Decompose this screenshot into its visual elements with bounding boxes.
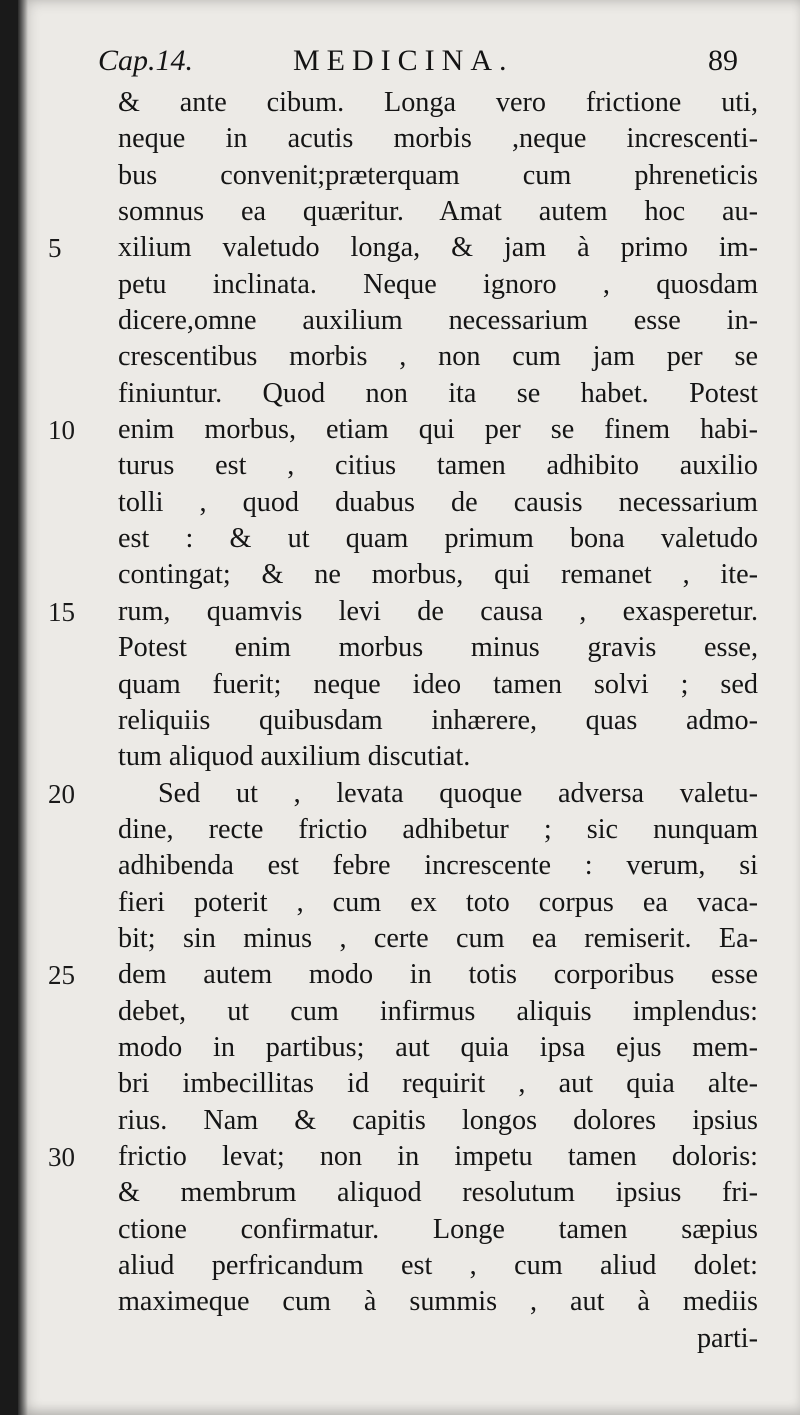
page-number: 89 xyxy=(708,44,738,77)
text-line xyxy=(48,194,758,230)
line-text: reliquiis quibusdam inhærere, quas admo- xyxy=(118,704,758,736)
catchword-line xyxy=(48,1321,758,1357)
text-line xyxy=(48,376,758,412)
line-text: petu inclinata. Neque ignoro , quosdam xyxy=(118,268,758,300)
text-line xyxy=(48,121,758,157)
line-text: & membrum aliquod resolutum ipsius fri- xyxy=(118,1177,758,1209)
line-text: bri imbecillitas id requirit , aut quia alte- xyxy=(118,1068,758,1100)
text-line xyxy=(48,158,758,194)
text-line xyxy=(48,230,758,266)
text-line xyxy=(48,848,758,884)
text-line xyxy=(48,703,758,739)
text-line xyxy=(48,1248,758,1284)
catchword: parti- xyxy=(696,1322,758,1354)
text-line xyxy=(48,885,758,921)
text-line xyxy=(48,485,758,521)
text-line xyxy=(48,812,758,848)
line-text: somnus ea quæritur. Amat autem hoc au- xyxy=(118,196,758,228)
text-line xyxy=(48,1030,758,1066)
line-text: enim morbus, etiam qui per se finem habi- xyxy=(118,414,758,446)
line-text: est : & ut quam primum bona valetudo xyxy=(118,523,758,555)
line-text: fieri poterit , cum ex toto corpus ea vaca- xyxy=(118,886,758,918)
line-text: xilium valetudo longa, & jam à primo im- xyxy=(118,232,758,264)
running-header xyxy=(98,44,738,88)
text-line xyxy=(48,85,758,121)
book-page xyxy=(18,0,800,1415)
chapter-heading: Cap.14. xyxy=(98,44,194,77)
text-line xyxy=(48,630,758,666)
line-text: adhibenda est febre increscente : verum, si xyxy=(118,850,758,882)
line-text: frictio levat; non in impetu tamen doloris: xyxy=(118,1140,758,1172)
text-line xyxy=(48,994,758,1030)
line-text: neque in acutis morbis ,neque increscenti- xyxy=(118,123,758,155)
text-line xyxy=(48,1212,758,1248)
line-text: finiuntur. Quod non ita se habet. Potest xyxy=(118,377,758,409)
line-text: tolli , quod duabus de causis necessarium xyxy=(118,486,758,518)
line-text: modo in partibus; aut quia ipsa ejus mem- xyxy=(118,1031,758,1063)
line-number: 20 xyxy=(48,778,75,809)
line-number: 30 xyxy=(48,1141,75,1172)
line-text: dine, recte frictio adhibetur ; sic nunquam xyxy=(118,813,758,845)
line-text: maximeque cum à summis , aut à mediis xyxy=(118,1286,758,1318)
line-number: 15 xyxy=(48,596,75,627)
text-line xyxy=(48,1284,758,1320)
line-text: contingat; & ne morbus, qui remanet , ite- xyxy=(118,559,758,591)
text-line xyxy=(48,303,758,339)
line-number: 25 xyxy=(48,960,75,991)
line-text: & ante cibum. Longa vero frictione uti, xyxy=(118,87,758,118)
text-line xyxy=(48,1139,758,1175)
line-text: Sed ut , levata quoque adversa valetu- xyxy=(158,777,758,809)
line-text: rum, quamvis levi de causa , exasperetur. xyxy=(118,595,758,627)
text-line xyxy=(48,1066,758,1102)
text-line xyxy=(48,1175,758,1211)
line-text: quam fuerit; neque ideo tamen solvi ; sed xyxy=(118,668,758,700)
body-text xyxy=(48,85,758,1357)
line-text: dem autem modo in totis corporibus esse xyxy=(118,959,758,991)
text-line xyxy=(48,957,758,993)
text-line xyxy=(48,667,758,703)
line-text: bus convenit;præterquam cum phreneticis xyxy=(118,159,758,191)
line-text: bit; sin minus , certe cum ea remiserit. Ea- xyxy=(118,922,758,954)
line-text: debet, ut cum infirmus aliquis implendus: xyxy=(118,995,758,1027)
text-line xyxy=(48,739,748,775)
line-number: 10 xyxy=(48,415,75,446)
line-text: aliud perfricandum est , cum aliud dolet: xyxy=(118,1250,758,1281)
text-line xyxy=(48,412,758,448)
text-line xyxy=(48,339,758,375)
line-text: Potest enim morbus minus gravis esse, xyxy=(118,632,758,664)
text-line xyxy=(48,521,758,557)
text-line xyxy=(48,448,758,484)
line-number: 5 xyxy=(48,233,62,264)
text-line xyxy=(48,1103,758,1139)
line-text: ctione confirmatur. Longe tamen sæpius xyxy=(118,1213,758,1245)
line-text: dicere,omne auxilium necessarium esse in- xyxy=(118,305,758,337)
line-text: tum aliquod auxilium discutiat. xyxy=(118,741,471,773)
running-title: MEDICINA. xyxy=(293,44,514,77)
line-text: crescentibus morbis , non cum jam per se xyxy=(118,341,758,373)
line-text: turus est , citius tamen adhibito auxilio xyxy=(118,450,758,482)
text-line xyxy=(48,921,758,957)
text-line xyxy=(48,267,758,303)
text-line xyxy=(48,594,758,630)
text-line xyxy=(48,557,758,593)
line-text: rius. Nam & capitis longos dolores ipsius xyxy=(118,1104,758,1136)
text-line xyxy=(48,776,758,812)
